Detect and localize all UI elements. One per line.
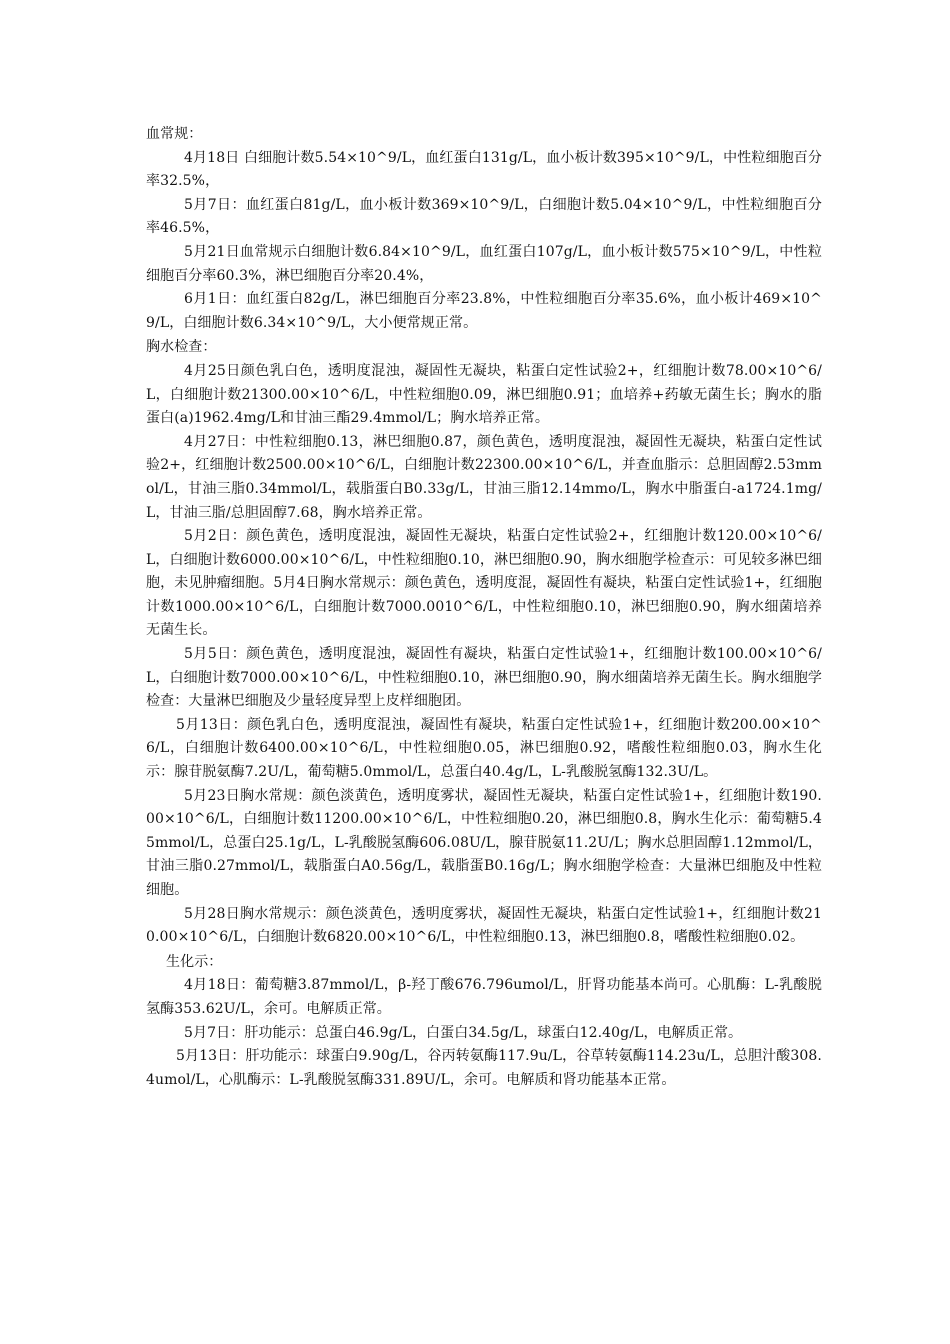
section-heading-biochemistry: 生化示： — [166, 953, 223, 970]
blood-entry-0601: 6月1日：血红蛋白82g/L，淋巴细胞百分率23.8%，中性粒细胞百分率35.6%，血小板计469×10^9/L，白细胞计数6.34×10^9/L，大小便常规正常。 — [146, 291, 822, 331]
pleural-entry-0425: 4月25日颜色乳白色，透明度混浊，凝固性无凝块，粘蛋白定性试验2+，红细胞计数78.00×10^6/L，白细胞计数21300.00×10^6/L，中性粒细胞0.09，淋巴细胞0.91；血培养+药敏无菌生长；胸水的脂蛋白(a)1962.4mg/L和甘油三酯29.4mmol/L；胸水培养正常。 — [146, 362, 822, 427]
biochem-entry-0513: 5月13日：肝功能示：球蛋白9.90g/L，谷丙转氨酶117.9u/L，谷草转氨酶114.23u/L，总胆汁酸308.4umol/L，心肌酶示：L-乳酸脱氢酶331.89U/L，余可。电解质和肾功能基本正常。 — [146, 1048, 822, 1088]
pleural-entry-0528: 5月28日胸水常规示：颜色淡黄色，透明度雾状，凝固性无凝块，粘蛋白定性试验1+，红细胞计数210.00×10^6/L，白细胞计数6820.00×10^6/L，中性粒细胞0.13，淋巴细胞0.8，嗜酸性粒细胞0.02。 — [146, 905, 822, 946]
pleural-entry-0523: 5月23日胸水常规：颜色淡黄色，透明度雾状，凝固性无凝块，粘蛋白定性试验1+，红细胞计数190.00×10^6/L，白细胞计数11200.00×10^6/L，中性粒细胞0.20，淋巴细胞0.8，胸水生化示：葡萄糖5.45mmol/L，总蛋白25.1g/L，L-乳酸脱氢酶606.08U/L，腺苷脱氨11.2U/L；胸水总胆固醇1.12mmol/L，甘油三脂0.27mmol/L，载脂蛋白A0.56g/L，载脂蛋B0.16g/L；胸水细胞学检查：大量淋巴细胞及中性粒细胞。 — [146, 787, 822, 898]
pleural-entry-0505: 5月5日：颜色黄色，透明度混浊，凝固性有凝块，粘蛋白定性试验1+，红细胞计数100.00×10^6/L，白细胞计数7000.00×10^6/L，中性粒细胞0.10，淋巴细胞0.90，胸水细菌培养无菌生长。胸水细胞学检查：大量淋巴细胞及少量轻度异型上皮样细胞团。 — [146, 646, 822, 710]
blood-entry-0507: 5月7日：血红蛋白81g/L，血小板计数369×10^9/L，白细胞计数5.04×10^9/L，中性粒细胞百分率46.5%， — [146, 196, 822, 237]
biochem-entry-0507: 5月7日：肝功能示：总蛋白46.9g/L，白蛋白34.5g/L，球蛋白12.40g/L，电解质正常。 — [184, 1024, 743, 1041]
pleural-entry-0513: 5月13日：颜色乳白色，透明度混浊，凝固性有凝块，粘蛋白定性试验1+，红细胞计数200.00×10^6/L，白细胞计数6400.00×10^6/L，中性粒细胞0.05，淋巴细胞0.92，嗜酸性粒细胞0.03，胸水生化示：腺苷脱氨酶7.2U/L，葡萄糖5.0mmol/L，总蛋白40.4g/L，L-乳酸脱氢酶132.3U/L。 — [146, 716, 822, 781]
blood-entry-0521: 5月21日血常规示白细胞计数6.84×10^9/L，血红蛋白107g/L，血小板计数575×10^9/L，中性粒细胞百分率60.3%，淋巴细胞百分率20.4%， — [146, 243, 822, 284]
biochem-entry-0418: 4月18日：葡萄糖3.87mmol/L，β-羟丁酸676.796umol/L，肝肾功能基本尚可。心肌酶：L-乳酸脱氢酶353.62U/L，余可。电解质正常。 — [146, 977, 822, 1017]
pleural-entry-0427: 4月27日：中性粒细胞0.13，淋巴细胞0.87，颜色黄色，透明度混浊，凝固性无凝块，粘蛋白定性试验2+，红细胞计数2500.00×10^6/L，白细胞计数22300.00×10^6/L，并查血脂示：总胆固醇2.53mmol/L，甘油三脂0.34mmol/L，载脂蛋白B0.33g/L，甘油三脂12.14mmo/L，胸水中脂蛋白-a1724.1mg/L，甘油三脂/总胆固醇7.68，胸水培养正常。 — [146, 433, 822, 521]
blood-entry-0418: 4月18日 白细胞计数5.54×10^9/L，血红蛋白131g/L，血小板计数395×10^9/L，中性粒细胞百分率32.5%， — [146, 149, 822, 190]
pleural-entry-0502: 5月2日：颜色黄色，透明度混浊，凝固性无凝块，粘蛋白定性试验2+，红细胞计数120.00×10^6/L，白细胞计数6000.00×10^6/L，中性粒细胞0.10，淋巴细胞0.90，胸水细胞学检查示：可见较多淋巴细胞，未见肿瘤细胞。5月4日胸水常规示：颜色黄色，透明度混，凝固性有凝块，粘蛋白定性试验1+，红细胞计数1000.00×10^6/L，白细胞计数7000.0010^6/L，中性粒细胞0.10，淋巴细胞0.90，胸水细菌培养无菌生长。 — [146, 528, 822, 639]
section-heading-pleural-fluid: 胸水检查： — [146, 339, 217, 356]
section-heading-blood-routine: 血常规： — [146, 126, 203, 142]
